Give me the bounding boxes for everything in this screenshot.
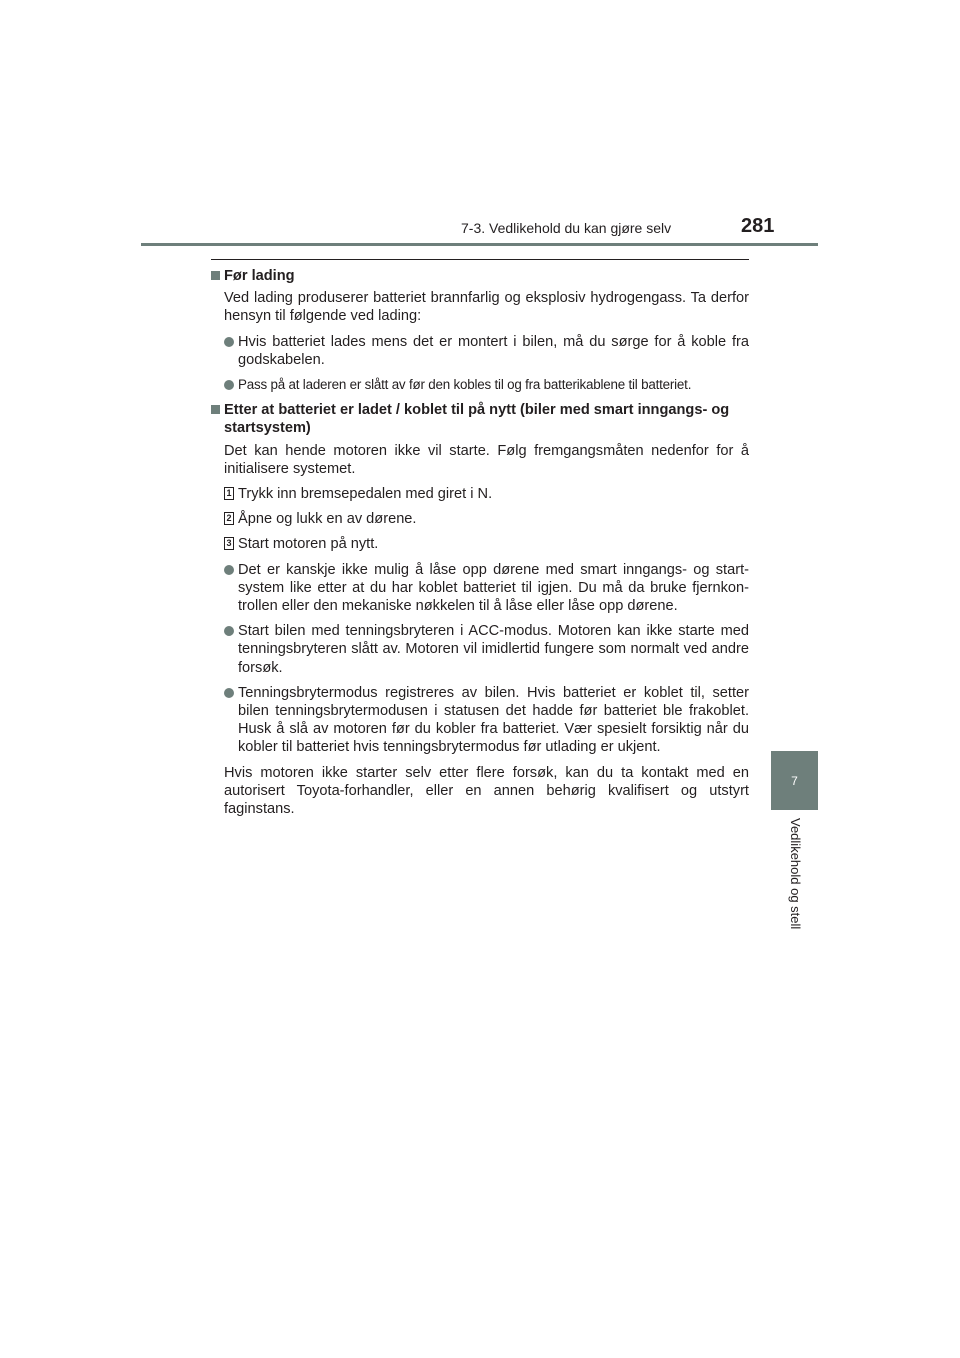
round-bullet-icon (224, 380, 234, 390)
section-heading (211, 401, 749, 437)
round-bullet-icon (224, 565, 234, 575)
list-item-text: Hvis batteriet lades mens det er montert i bilen, må du sørge for å koble fra godskabelen. (238, 333, 749, 368)
list-item (211, 622, 749, 677)
step-text: Åpne og lukk en av dørene. (238, 511, 417, 528)
list-item-text: Start bilen med tenningsbryteren i ACC-modus. Motoren kan ikke starte med tenningsbryteren slått av. Motoren vil imidlertid fungere som normalt ved andre forsøk. (238, 623, 749, 676)
page-number: 281 (741, 215, 775, 237)
round-bullet-icon (224, 337, 234, 347)
step-item (211, 510, 749, 528)
chapter-tab (771, 751, 818, 810)
step-text: Trykk inn bremsepedalen med giret i N. (238, 486, 493, 503)
step-item (211, 485, 749, 503)
heading-text: Før lading (224, 268, 295, 284)
list-item (211, 684, 749, 757)
heading-text: Etter at batteriet er ladet / koblet til på nytt (biler med smart inngangs- og startsystem) (224, 402, 730, 437)
square-bullet-icon (211, 405, 220, 414)
step-number: 3 (224, 537, 234, 550)
round-bullet-icon (224, 626, 234, 636)
paragraph: Det kan hende motoren ikke vil starte. Følg fremgangsmåten nedenfor for å initialisere systemet. (224, 442, 749, 477)
step-item (211, 535, 749, 553)
section-heading (211, 267, 749, 285)
chapter-title: Vedlikehold og stell (788, 818, 803, 930)
step-number: 1 (224, 487, 234, 500)
paragraph: Ved lading produserer batteriet brannfarlig og eksplosiv hydrogengass. Ta derfor hensyn til følgende ved lading: (224, 290, 749, 325)
closing-paragraph: Hvis motoren ikke starter selv etter flere forsøk, kan du ta kontakt med en autorisert Toyota-forhandler, eller en annen behørig kvalifisert og utstyrt faginstans. (224, 764, 749, 818)
list-item-text: Tenningsbrytermodus registreres av bilen. Hvis batteriet er koblet til, setter bilen tenningsbrytermodusen i statusen det hadde før batteriet ble frakoblet. Husk å slå av motoren før du kobler fra batteriet. Vær spesielt forsiktig når du kobler til batteriet hvis tenningsbrytermodus før utlading er ukjent. (238, 684, 749, 756)
round-bullet-icon (224, 688, 234, 698)
section-title: 7-3. Vedlikehold du kan gjøre selv (461, 220, 672, 236)
list-item (211, 333, 749, 369)
list-item-text: Pass på at laderen er slått av før den kobles til og fra batterikablene til batteriet. (238, 377, 692, 393)
list-item (211, 376, 749, 394)
step-number: 2 (224, 512, 234, 525)
page-content (211, 267, 749, 818)
list-item-text: Det er kanskje ikke mulig å låse opp dørene med smart inngangs- og start-system like etter at du har koblet batteriet til igjen. Du må da bruke fjernkon-trollen eller den mekaniske nøkkelen til å låse eller låse opp dørene. (238, 561, 749, 615)
chapter-number: 7 (791, 773, 798, 788)
header-divider (141, 243, 818, 246)
square-bullet-icon (211, 271, 220, 280)
list-item (211, 561, 749, 616)
section-divider (211, 259, 749, 260)
step-text: Start motoren på nytt. (238, 536, 379, 553)
